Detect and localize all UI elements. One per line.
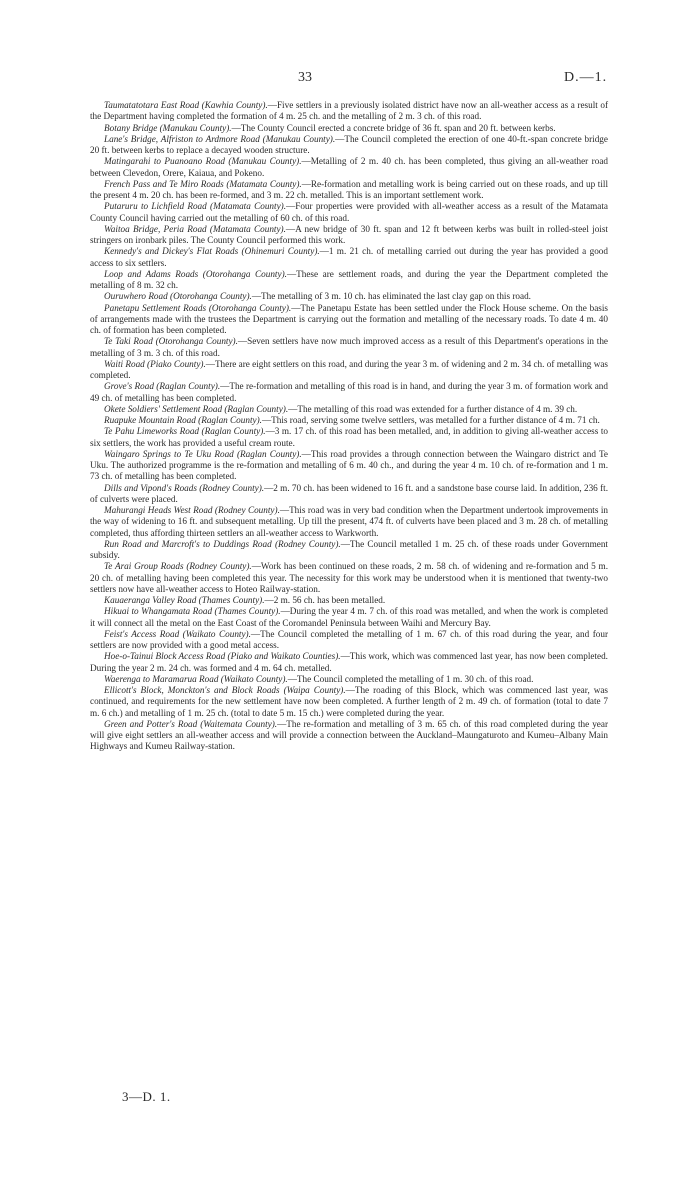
road-title: Grove's Road (Raglan County). — [104, 381, 221, 392]
document-reference: D.—1. — [564, 70, 608, 85]
road-description: —This road, serving some twelve settlers, was metalled for a further distance of 4 m. 71 ch. — [261, 415, 600, 425]
road-description: —The metalling of 3 m. 10 ch. has eliminated the last clay gap on this road. — [251, 291, 531, 302]
road-description: —Five settlers in a previously isolated district have now an all-weather access as a result of the Department having completed the formation of 4 m. 25 ch. and the metalling of 2 m. 3 ch. of this road. — [90, 100, 609, 122]
road-title: Te Pahu Limeworks Road (Raglan County). — [104, 426, 266, 437]
road-description: —2 m. 70 ch. has been widened to 16 ft. and a sandstone base course laid. In addition, 236 ft. of culverts were placed. — [90, 482, 608, 504]
road-title: Lane's Bridge, Alfriston to Ardmore Road (Manukau County). — [104, 133, 336, 144]
road-paragraph — [90, 381, 608, 404]
road-description: —These are settlement roads, and during the year the Department completed the metalling of 8 m. 32 ch. — [90, 268, 608, 290]
road-title: Te Taki Road (Otorohanga County). — [104, 336, 238, 347]
road-description: —Re-formation and metalling work is being carried out on these roads, and up till the present 4 m. 20 ch. has been re-formed, and 3 m. 22 ch. metalled. This is an important settlement work. — [90, 178, 609, 200]
road-title: Hoe-o-Tainui Block Access Road (Piako and Waikato Counties). — [104, 651, 341, 662]
road-title: Okete Soldiers' Settlement Road (Raglan County). — [104, 403, 289, 414]
road-description: —1 m. 21 ch. of metalling carried out during the year has provided a good access to six settlers. — [90, 246, 608, 268]
page-header — [0, 70, 700, 88]
road-description: —This road was in very bad condition when the Department undertook improvements in the way of widening to 16 ft. and subsequent metalling. Up till the present, 474 ft. of culverts have been placed and 3 m. 28 ch. of metalling completed, thus affording thirteen settlers an all-weather access to Warkworth. — [90, 505, 609, 538]
road-title: Kauaeranga Valley Road (Thames County). — [104, 595, 265, 605]
road-title: Loop and Adams Roads (Otorohanga County). — [104, 268, 287, 279]
road-description: —The Council metalled 1 m. 25 ch. of these roads under Government subsidy. — [90, 538, 608, 560]
road-paragraph — [90, 685, 608, 719]
road-title: Hikuai to Whangamata Road (Thames County). — [104, 606, 281, 617]
road-paragraph — [90, 561, 608, 595]
road-paragraph — [90, 449, 608, 483]
road-paragraph — [90, 156, 608, 179]
road-paragraph — [90, 674, 608, 685]
road-paragraph — [90, 123, 608, 134]
road-title: Feist's Access Road (Waikato County). — [104, 628, 251, 639]
road-paragraph — [90, 483, 608, 506]
road-description: —The roading of this Block, which was commenced last year, was continued, and requirements for the new settlement have now been completed. A further length of 2 m. 49 ch. of formation (total to date 7 m. 6 ch.) and metalling of 1 m. 25 ch. (total to date 5 m. 15 ch.) were completed during the year. — [90, 685, 608, 718]
road-title: Matingarahi to Puanoano Road (Manukau County). — [104, 156, 302, 167]
road-description: —The metalling of this road was extended for a further distance of 4 m. 39 ch. — [288, 403, 578, 414]
road-title: Te Arai Group Roads (Rodney County). — [104, 561, 252, 572]
road-title: Waitoa Bridge, Peria Road (Matamata County). — [104, 223, 286, 234]
road-description: —The re-formation and metalling of 3 m. 65 ch. of this road completed during the year will give eight settlers an all-weather access and will provide a connection between the Auckland–Maungaturoto and Kumeu–Albany Main Highways and Kumeu Railway-station. — [90, 718, 609, 752]
road-title: Panetapu Settlement Roads (Otorohanga County). — [104, 302, 292, 313]
page-number: 33 — [298, 70, 312, 85]
road-description: —3 m. 17 ch. of this road has been metalled, and, in addition to giving all-weather access to six settlers, the work has provided a useful cream route. — [90, 426, 608, 448]
road-paragraph — [90, 336, 608, 359]
road-description: —The Council completed the metalling of 1 m. 67 ch. of this road during the year, and four settlers are now provided with a good metal access. — [90, 628, 608, 650]
road-paragraph — [90, 291, 608, 302]
road-description: —Metalling of 2 m. 40 ch. has been completed, thus giving an all-weather road between Clevedon, Orere, Kaiaua, and Pokeno. — [90, 156, 608, 178]
road-description: —Seven settlers have now much improved access as a result of this Department's operations in the metalling of 3 m. 3 ch. of this road. — [90, 336, 608, 358]
road-description: —During the year 4 m. 7 ch. of this road was metalled, and when the work is completed it will connect all the metal on the East Coast of the Coromandel Peninsula between Waihi and Mercury Bay. — [90, 606, 609, 628]
road-paragraph — [90, 415, 608, 426]
road-title: Ruapuke Mountain Road (Raglan County). — [104, 415, 262, 425]
road-paragraph — [90, 595, 608, 606]
road-description: —The Panetapu Estate has been settled under the Flock House scheme. On the basis of arrangements made with the trustees the Department is carrying out the formation and metalling of the necessary roads. To date 4 m. 40 ch. of formation has been completed. — [90, 302, 608, 335]
document-body — [90, 100, 608, 753]
road-description: —This road provides a through connection between the Waingaro district and Te Uku. The authorized programme is the re-formation and metalling of 6 m. 40 ch., and during the year 4 m. 10 ch. of re-formation and 1 m. 73 ch. of metalling has been completed. — [90, 448, 608, 482]
road-title: French Pass and Te Miro Roads (Matamata County). — [104, 178, 302, 189]
road-paragraph — [90, 134, 608, 157]
road-paragraph — [90, 651, 608, 674]
road-title: Taumatatotara East Road (Kawhia County). — [104, 100, 268, 110]
road-paragraph — [90, 606, 608, 629]
road-paragraph — [90, 246, 608, 269]
road-title: Ouruwhero Road (Otorohanga County). — [104, 291, 252, 302]
road-paragraph — [90, 100, 608, 123]
road-title: Green and Potter's Road (Waitemata County). — [104, 718, 278, 729]
road-paragraph — [90, 303, 608, 337]
road-paragraph — [90, 269, 608, 292]
road-description: —The Council completed the metalling of 1 m. 30 ch. of this road. — [287, 673, 534, 684]
road-description: —The re-formation and metalling of this road is in hand, and during the year 3 m. of formation work and 49 ch. of metalling has been completed. — [90, 381, 608, 403]
road-description: —The County Council erected a concrete bridge of 36 ft. span and 20 ft. between kerbs. — [231, 122, 556, 133]
road-paragraph — [90, 539, 608, 562]
road-paragraph — [90, 359, 608, 382]
road-title: Kennedy's and Dickey's Flat Roads (Ohinemuri County). — [104, 246, 320, 257]
road-paragraph — [90, 629, 608, 652]
printer-signature: 3—D. 1. — [122, 1089, 171, 1104]
road-title: Putaruru to Lichfield Road (Matamata County). — [104, 201, 287, 212]
road-description: —There are eight settlers on this road, and during the year 3 m. of widening and 2 m. 34 ch. of metalling was completed. — [90, 358, 608, 380]
road-paragraph — [90, 426, 608, 449]
road-paragraph — [90, 404, 608, 415]
road-title: Dills and Vipond's Roads (Rodney County). — [104, 482, 265, 493]
road-title: Waiti Road (Piako County). — [104, 358, 206, 369]
road-paragraph — [90, 719, 608, 753]
road-title: Waingaro Springs to Te Uku Road (Raglan County). — [104, 448, 302, 459]
road-title: Ellicott's Block, Monckton's and Block Roads (Waipa County). — [104, 685, 346, 695]
road-title: Run Road and Marcroft's to Duddings Road (Rodney County). — [104, 538, 341, 549]
road-description: —Work has been continued on these roads, 2 m. 58 ch. of widening and re-formation and 5 m. 20 ch. of metalling having been completed this year. The necessity for this work may be understood when it is mentioned that twenty-two settlers now have all-weather access to Hoteo Railway-station. — [90, 561, 608, 594]
road-paragraph — [90, 224, 608, 247]
road-title: Waerenga to Maramarua Road (Waikato County). — [104, 673, 288, 684]
road-paragraph — [90, 179, 608, 202]
road-paragraph — [90, 505, 608, 539]
road-description: —Four properties were provided with all-weather access as a result of the Matamata County Council having carried out the metalling of 60 ch. of this road. — [90, 201, 609, 223]
road-title: Mahurangi Heads West Road (Rodney County). — [104, 505, 280, 515]
road-description: —2 m. 56 ch. has been metalled. — [264, 595, 386, 605]
road-paragraph — [90, 201, 608, 224]
road-description: —A new bridge of 30 ft. span and 12 ft between kerbs was built in rolled-steel joist stringers on ironbark piles. The County Council performed this work. — [90, 223, 608, 245]
road-description: —The Council completed the erection of one 40-ft.-span concrete bridge 20 ft. between kerbs to replace a decayed wooden structure. — [90, 133, 608, 155]
road-description: —This work, which was commenced last year, has now been completed. During the year 2 m. 24 ch. was formed and 4 m. 64 ch. metalled. — [90, 651, 608, 673]
road-title: Botany Bridge (Manukau County). — [104, 122, 232, 133]
